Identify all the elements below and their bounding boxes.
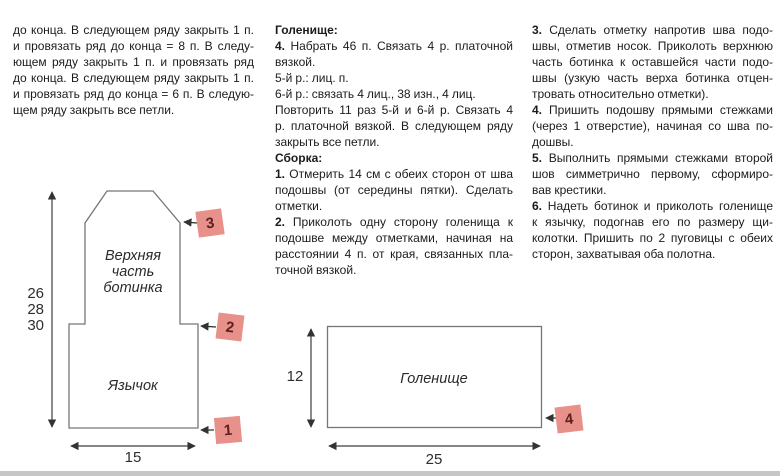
text-line: 4. Пришить подошву прямыми стежками: [532, 103, 773, 117]
next-section-edge: [0, 471, 780, 476]
text-line: 1. Отмерить 14 см с обеих сторон от шва: [275, 167, 513, 181]
marker-4-number: 4: [563, 410, 575, 429]
upper-part-label-line1: Верхняя: [104, 248, 162, 264]
height-label-28: 28: [27, 301, 44, 318]
text-line: Сборка:: [275, 151, 323, 165]
text-line: вязкой.: [275, 55, 316, 69]
marker-2-badge: [216, 313, 245, 342]
text-line: 3. Сделать отметку напротив шва подо-: [532, 23, 773, 37]
marker-3-number: 3: [204, 214, 216, 233]
width-label-15: 15: [124, 449, 142, 466]
text-line: ющем ряду закрыть 1 п. и провязать ряд: [13, 55, 254, 69]
upper-part-label-line2: часть: [111, 264, 155, 280]
text-line: к язычку, подогнав его по размеру щи-: [532, 215, 773, 229]
upper-part-label-line3: ботинка: [103, 280, 163, 296]
shaft-width-label: 25: [425, 451, 443, 468]
marker2-arrow: [201, 326, 216, 327]
text-line: до конца. В следующем ряду закрыть 1 п.: [13, 23, 254, 37]
text-line: 4. Набрать 46 п. Связать 4 р. платочной: [275, 39, 513, 53]
text-line: точной вязкой.: [275, 263, 357, 277]
text-line: 6-й р.: связать 4 лиц., 38 изн., 4 лиц.: [275, 87, 476, 101]
knitting-diagrams: [0, 170, 780, 476]
text-line: часть ботинка к оставшейся части подо-: [532, 55, 773, 69]
text-line: р. платочной вязкой. В следующем ряду: [275, 119, 513, 133]
text-line: 2. Приколоть одну сторону голенища к: [275, 215, 513, 229]
text-line: и провязать ряд до конца = 6 п. В следую-: [13, 87, 254, 101]
text-line: расстоянии 4 п. от края, связанных пла-: [275, 247, 513, 261]
text-line: и провязать ряд до конца = 8 п. В следу-: [13, 39, 254, 53]
text-line: 6. Надеть ботинок и приколоть голенище: [532, 199, 773, 213]
text-line: до конца. В следующем ряду закрыть 1 п.: [13, 71, 254, 85]
marker3-arrow: [184, 222, 197, 223]
text-line: Повторить 11 раз 5-й и 6-й р. Связать 4: [275, 103, 513, 117]
marker-1-badge: [214, 416, 242, 444]
text-line: Голенище:: [275, 23, 338, 37]
text-line: отметки.: [275, 199, 323, 213]
text-line: тровать относительно отметки).: [532, 87, 709, 101]
tongue-label: Язычок: [108, 378, 158, 394]
marker-1-number: 1: [223, 421, 233, 440]
text-line: шов симметрично первому, сформиро-: [532, 167, 773, 181]
marker-4-badge: [555, 405, 584, 434]
text-line: швы (узкую часть верха ботинка отцен-: [532, 71, 773, 85]
text-line: закрыть все петли.: [275, 135, 380, 149]
text-line: дошвы.: [532, 135, 574, 149]
text-line: швы, отметив носок. Приколоть верхнюю: [532, 39, 773, 53]
text-line: 5-й р.: лиц. п.: [275, 71, 349, 85]
text-line: (через 1 отверстие), начиная со шва по-: [532, 119, 773, 133]
boot-upper-diagram: [27, 191, 244, 466]
text-line: щем ряду закрыть все петли.: [13, 103, 175, 117]
text-line: подошве между отметками, начиная на: [275, 231, 513, 245]
text-line: сторон, захватывая оба полотна.: [532, 247, 716, 261]
marker-3-badge: [195, 208, 224, 237]
text-column-1: [13, 22, 254, 118]
text-line: колотки. Пришить по 2 пуговицы с обеих: [532, 231, 773, 245]
text-line: 5. Выполнить прямыми стежками второй: [532, 151, 773, 165]
height-label-26: 26: [27, 285, 44, 302]
marker-2-number: 2: [224, 318, 236, 337]
text-line: подошвы (от середины пятки). Сделать: [275, 183, 513, 197]
shaft-diagram: [287, 327, 584, 469]
shaft-label: Голенище: [400, 371, 468, 387]
shaft-height-label: 12: [286, 368, 304, 385]
text-line: вав крестики.: [532, 183, 607, 197]
height-label-30: 30: [27, 317, 44, 334]
